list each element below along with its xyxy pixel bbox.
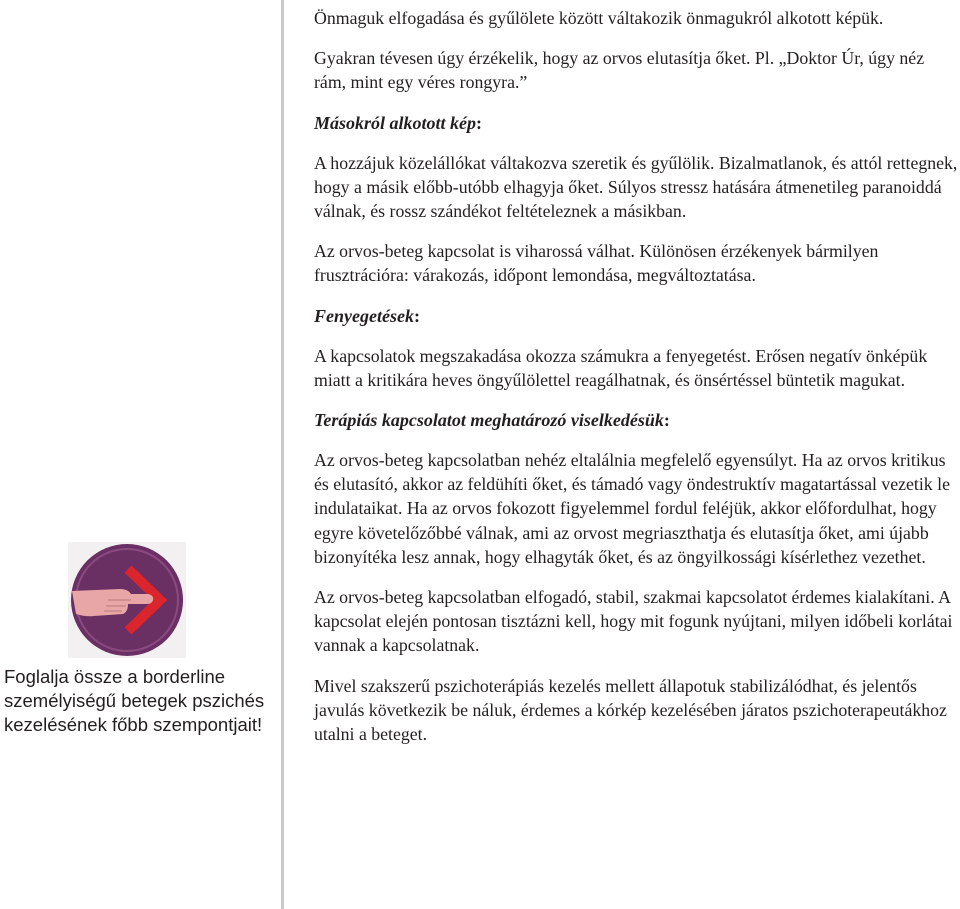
heading-therapeutic-behaviour: Terápiás kapcsolatot meghatározó viselkedésük:	[314, 410, 670, 431]
paragraph-doctor-patient: Az orvos-beteg kapcsolat is viharossá válhat. Különösen érzékenyek bármilyen frusztrációra: várakozás, időpont lemondása, megváltoztatása.	[314, 241, 879, 286]
column-divider	[281, 0, 284, 909]
task-prompt: Foglalja össze a borderline személyiségű betegek pszichés kezelésének főbb szempontjait!	[4, 666, 265, 735]
paragraph-doctor-rejection: Gyakran tévesen úgy érzékelik, hogy az orvos elutasítja őket. Pl. „Doktor Úr, úgy néz rám, mint egy véres rongyra.”	[314, 48, 925, 93]
paragraph-referral: Mivel szakszerű pszichoterápiás kezelés mellett állapotuk stabilizálódhat, és jelentős javulás következik be náluk, érdemes a kórkép kezelésében járatos pszichoterapeutákhoz utalni a beteget.	[314, 675, 947, 745]
paragraph-balance: Az orvos-beteg kapcsolatban nehéz eltalálnia megfelelő egyensúlyt. Ha az orvos kritikus és elutasító, akkor az feldühíti őket, és támadó vagy öndestruktív magatartással vezetik le indulataikat. Ha az orvos fokozott figyelemmel fordul feléjük, akkor előfordulhat, hogy egyre követelőzőbbé válnak, ami az orvost megriaszthatja és elutasítja őket, ami újabb bizonyítéka lesz annak, hogy elhagyták őket, és az öngyilkossági kísérlethez vezethet.	[314, 450, 950, 567]
sidebar	[0, 0, 282, 909]
heading-others-image: Másokról alkotott kép:	[314, 112, 483, 133]
paragraph-threats: A kapcsolatok megszakadása okozza számukra a fenyegetést. Erősen negatív önképük miatt a kritikára heves öngyűlölettel reagálhatnak, és önsértéssel büntetik magukat.	[314, 345, 928, 390]
paragraph-relationships: A hozzájuk közelállókat váltakozva szeretik és gyűlölik. Bizalmatlanok, és attól rettegnek, hogy a másik előbb-utóbb elhagyja őket. Súlyos stressz hatására átmenetileg paranoiddá válnak, és rossz szándékot feltételeznek a másikban.	[314, 152, 958, 222]
paragraph-stable-relationship: Az orvos-beteg kapcsolatban elfogadó, stabil, szakmai kapcsolatot érdemes kialakítani. A kapcsolat elején pontosan tisztázni kell, hogy mit fogunk nyújtani, milyen időbeli korlátai vannak a kapcsolatnak.	[314, 587, 953, 656]
heading-threats: Fenyegetések:	[314, 305, 420, 326]
paragraph-self-image: Önmaguk elfogadása és gyűlölete között váltakozik önmagukról alkotott képük.	[314, 8, 884, 28]
main-content	[314, 6, 958, 762]
hand-pointing-arrow-icon	[68, 542, 186, 658]
